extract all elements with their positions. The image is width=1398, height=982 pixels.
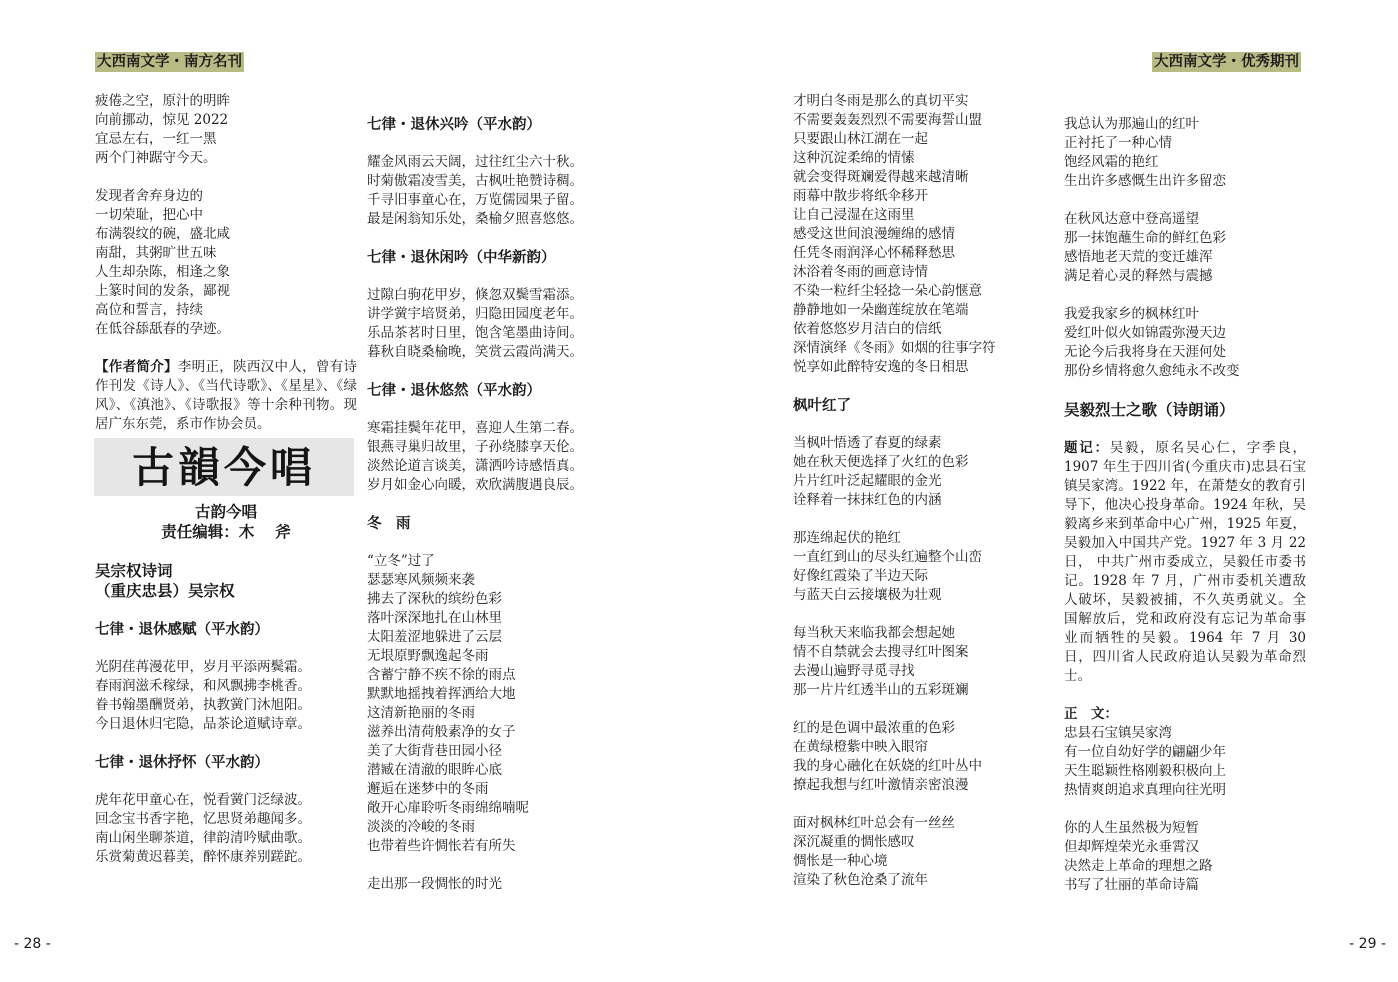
calligraphy-banner: 古韻今唱 <box>94 438 354 496</box>
poem-line: 南甜，其粥旷世五味 <box>95 245 217 261</box>
poem-line: 依着悠悠岁月洁白的信纸 <box>793 321 942 337</box>
poem-line: 有一位自幼好学的翩翩少年 <box>1064 744 1226 760</box>
poem-a <box>95 92 357 168</box>
poem-stanza <box>793 434 1023 510</box>
poem-line: 每当秋天来临我都会想起她 <box>793 625 955 641</box>
poem-line: 才明白冬雨是那么的真切平实 <box>793 93 969 109</box>
poem-line: 深沉凝重的惆怅感叹 <box>793 834 915 850</box>
author-title: 吴宗权诗词 <box>95 561 173 580</box>
poem-line: 回念宝书香字艳，忆思贤弟趣闻多。 <box>95 811 311 827</box>
poem-line: 过隙白驹花甲岁，倏忽双鬓雪霜添。 <box>367 287 583 303</box>
epigraph <box>1064 439 1306 686</box>
poem-line: 无论今后我将身在天涯何处 <box>1064 344 1226 360</box>
page-number-right: - 29 - <box>1349 936 1386 952</box>
poem-stanza <box>793 529 1023 605</box>
poem-line: 光阴荏苒漫花甲，岁月平添两鬓霜。 <box>95 659 311 675</box>
poem-line: 那连绵起伏的艳红 <box>793 530 901 546</box>
poem-line: 宜忌左右，一红一黑 <box>95 131 217 147</box>
poem-line: 千寻旧事童心在，万览儒园果子留。 <box>367 192 583 208</box>
poem-line: 但却辉煌荣光永垂霄汉 <box>1064 839 1199 855</box>
poem-line: 讲学黉宇培贤弟，归隐田园度老年。 <box>367 306 583 322</box>
poem-line: 岁月如金心向暖，欢欣满腹遇良辰。 <box>367 477 583 493</box>
epigraph-label: 题记： <box>1064 440 1110 456</box>
poem-line: 在黄绿橙紫中映入眼帘 <box>793 739 928 755</box>
poem-title: 冬 雨 <box>367 515 411 532</box>
poem-line: 正衬托了一种心情 <box>1064 135 1172 151</box>
poem-line: “立冬”过了 <box>367 553 435 569</box>
poem-line: 忠县石宝镇吴家湾 <box>1064 725 1172 741</box>
poem-line: 疲倦之空，原汁的明眸 <box>95 93 230 109</box>
poem-stanza <box>1064 210 1306 286</box>
poem-line: 这种沉淀柔绵的情愫 <box>793 150 915 166</box>
poem-line: 雨幕中散步将纸伞移开 <box>793 188 928 204</box>
poem-line: 滋养出清荷般素净的女子 <box>367 724 516 740</box>
poem-line: 耀金风雨云天阔，过往红尘六十秋。 <box>367 154 583 170</box>
poem-line: 诠释着一抹抹红色的内涵 <box>793 492 942 508</box>
poem-line: 无垠原野飘逸起冬雨 <box>367 648 489 664</box>
poem-line: 她在秋天便选择了火红的色彩 <box>793 454 969 470</box>
poem-line: 不染一粒纤尘轻捻一朵心韵惬意 <box>793 283 982 299</box>
column-2 <box>367 115 597 894</box>
author-line: （重庆忠县）吴宗权 <box>95 581 235 600</box>
poem-line: 我总认为那遍山的红叶 <box>1064 116 1199 132</box>
poem-line: 含蓄宁静不疾不徐的雨点 <box>367 667 516 683</box>
poem-line: 任凭冬雨润泽心怀稀释愁思 <box>793 245 955 261</box>
poem-line: 人生却杂陈，相逢之象 <box>95 264 230 280</box>
poem-line: 眷书翰墨酬贤弟，执教黉门沐旭阳。 <box>95 697 311 713</box>
poem-line: 南山闲坐聊茶道，律韵清吟赋曲歌。 <box>95 830 311 846</box>
section-title: 古韵今唱 <box>194 502 257 521</box>
poem-line: 沐浴着冬雨的画意诗情 <box>793 264 928 280</box>
poem-line: 饱经风霜的艳红 <box>1064 154 1159 170</box>
poem-body <box>793 92 1023 377</box>
poem-line: 感受这世间浪漫缠绵的感情 <box>793 226 955 242</box>
poem-body <box>95 791 357 867</box>
epigraph-text: 吴毅，原名吴心仁，字季良，1907 年生于四川省(今重庆市)忠县石宝镇吴家湾。1922 年，在萧楚女的教育引导下，他决心投身革命。1924 年秋，吴毅离乡来到革命中心广州，1925 年夏，吴毅加入中国共产党。1927 年 3 月 22 日， 中共广州市委成立，吴毅任市委书记。1928 年 7 月，广州市委机关遭敌人破坏，吴毅被捕，不久英勇就义。全国解放后，党和政府没有忘记为革命事业而牺牲的吴毅。1964 年 7 月 30 日，四川省人民政府追认吴毅为革命烈士。 <box>1064 440 1307 684</box>
poem-line: 在低谷舔舐春的孕迹。 <box>95 321 230 337</box>
poem-title: 七律・退休感赋（平水韵） <box>95 621 269 638</box>
page-header-left: 大西南文学・南方名刊 <box>97 54 242 70</box>
poem-line: 静静地如一朵幽莲绽放在笔端 <box>793 302 969 318</box>
poem-line: 银燕寻巢归故里，子孙绕膝享天伦。 <box>367 439 583 455</box>
poem-line: 布满裂纹的碗，盛北咸 <box>95 226 230 242</box>
poem-stanza <box>1064 724 1306 800</box>
poem-line: 发现者舍弃身边的 <box>95 188 203 204</box>
poem-title: 七律・退休闲吟（中华新韵） <box>367 249 556 266</box>
poem-line: 春雨润滋禾稼绿，和风飘拂李桃香。 <box>95 678 311 694</box>
poem-line: 邂逅在迷梦中的冬雨 <box>367 781 489 797</box>
poem-line: 书写了壮丽的革命诗篇 <box>1064 877 1199 893</box>
column-4 <box>1064 115 1306 895</box>
poem-body <box>367 153 597 229</box>
poem-line: 高位和誓言，持续 <box>95 302 203 318</box>
poem-title: 吴毅烈士之歌（诗朗诵） <box>1064 400 1235 419</box>
poem-stanza <box>1064 819 1306 895</box>
poem-title: 七律・退休抒怀（平水韵） <box>95 754 269 771</box>
poem-line: 爱红叶似火如锦霞弥漫天边 <box>1064 325 1226 341</box>
poem-line: 在秋风达意中登高遥望 <box>1064 211 1199 227</box>
poem-line: 只要跟山林江湖在一起 <box>793 131 928 147</box>
poem-line: 寒霜挂鬓年花甲，喜迎人生第二春。 <box>367 420 583 436</box>
poem-line: 走出那一段惆怅的时光 <box>367 876 502 892</box>
poem-line: 上篆时间的发条，鄙视 <box>95 283 230 299</box>
poem-line: 拂去了深秋的缤纷色彩 <box>367 591 502 607</box>
poem-title: 七律・退休兴吟（平水韵） <box>367 116 541 133</box>
column-1 <box>95 92 357 867</box>
poem-line: 敞开心扉聆听冬雨绵绵喃呢 <box>367 800 529 816</box>
poem-line: 暮秋自晓桑榆晚，笑赏云霞尚满天。 <box>367 344 583 360</box>
poem-line: 那份乡情将愈久愈纯永不改变 <box>1064 363 1240 379</box>
poem-line: 撩起我想与红叶激情亲密浪漫 <box>793 777 969 793</box>
poem-line: 好像红霞染了半边天际 <box>793 568 928 584</box>
poem-line: 那一抹饱蘸生命的鲜红色彩 <box>1064 230 1226 246</box>
poem-line: 虎年花甲童心在，悦看黉门泛绿波。 <box>95 792 311 808</box>
poem-stanza <box>793 624 1023 700</box>
poem-line: 满足着心灵的释然与震撼 <box>1064 268 1213 284</box>
poem-line: 去漫山遍野寻觅寻找 <box>793 663 915 679</box>
author-bio <box>95 358 357 434</box>
poem-line: 不需要轰轰烈烈不需要海誓山盟 <box>793 112 982 128</box>
editor-line: 责任编辑：木 斧 <box>161 522 291 541</box>
poem-line: 淡淡的冷峻的冬雨 <box>367 819 475 835</box>
poem-line: 两个门神踞守今天。 <box>95 150 217 166</box>
poem-line: 感悟地老天荒的变迁雄浑 <box>1064 249 1213 265</box>
poem-line: 一切荣耻，把心中 <box>95 207 203 223</box>
page-number-left: - 28 - <box>14 936 51 952</box>
poem-line: 美了大街背巷田园小径 <box>367 743 502 759</box>
poem-title: 七律・退休悠然（平水韵） <box>367 382 541 399</box>
poem-line: 热情爽朗追求真理向往光明 <box>1064 782 1226 798</box>
body-label: 正 文： <box>1064 706 1118 722</box>
column-3 <box>793 92 1023 890</box>
poem-line: 你的人生虽然极为短暂 <box>1064 820 1199 836</box>
poem-line: 太阳羞涩地躲进了云层 <box>367 629 502 645</box>
poem-line: 那一片片红透半山的五彩斑斓 <box>793 682 969 698</box>
poem-line: 淡然论道言谈美，潇洒吟诗感悟真。 <box>367 458 583 474</box>
poem-line: 悦享如此醉特安逸的冬日相思 <box>793 359 969 375</box>
poem-body <box>367 419 597 495</box>
poem-line: 乐赏菊黄迟暮美，醉怀康养别蹉跎。 <box>95 849 311 865</box>
author-bio-label: 【作者简介】 <box>95 359 178 375</box>
poem-line: 默默地摇拽着挥洒给大地 <box>367 686 516 702</box>
poem-line: 当枫叶悟透了春夏的绿素 <box>793 435 942 451</box>
poem-line: 也带着些许惆怅若有所失 <box>367 838 516 854</box>
poem-body <box>95 658 357 734</box>
poem-title: 枫叶红了 <box>793 397 851 414</box>
poem-line: 最是闲翁知乐处，桑榆夕照喜悠悠。 <box>367 211 583 227</box>
poem-line: 与蓝天白云接壤极为壮观 <box>793 587 942 603</box>
poem-line: 潜臧在清澈的眼眸心底 <box>367 762 502 778</box>
poem-body <box>367 286 597 362</box>
poem-line: 就会变得斑斓爱得越来越清晰 <box>793 169 969 185</box>
poem-line: 惆怅是一种心境 <box>793 853 888 869</box>
poem-line: 我爱我家乡的枫林红叶 <box>1064 306 1199 322</box>
poem-line: 我的身心融化在妖娆的红叶丛中 <box>793 758 982 774</box>
page-header-right: 大西南文学・优秀期刊 <box>1154 54 1299 70</box>
poem-line: 情不自禁就会去搜寻红叶图案 <box>793 644 969 660</box>
poem-line: 面对枫林红叶总会有一丝丝 <box>793 815 955 831</box>
poem-stanza <box>1064 305 1306 381</box>
poem-line: 红的是色调中最浓重的色彩 <box>793 720 955 736</box>
author-bio-text: 李明正，陕西汉中人，曾有诗作刊发《诗人》、《当代诗歌》、《星星》、《绿风》、《滇池》、《诗歌报》等十余种刊物。现居广东东莞，系市作协会员。 <box>95 359 358 432</box>
poem-line: 向前挪动，惊见 2022 <box>95 112 229 128</box>
poem-line: 这清新艳丽的冬雨 <box>367 705 475 721</box>
poem-line: 决然走上革命的理想之路 <box>1064 858 1213 874</box>
poem-line: 瑟瑟寒风频频来袭 <box>367 572 475 588</box>
poem-line: 落叶深深地扎在山林里 <box>367 610 502 626</box>
poem-stanza <box>793 814 1023 890</box>
poem-line: 渲染了秋色沧桑了流年 <box>793 872 928 888</box>
poem-line: 时菊傲霜凌雪美，古枫吐艳赞诗稠。 <box>367 173 583 189</box>
poem-line: 让自己浸湿在这雨里 <box>793 207 915 223</box>
poem-line: 天生聪颖性格刚毅积极向上 <box>1064 763 1226 779</box>
poem-body <box>367 552 597 856</box>
poem-line: 生出许多感慨生出许多留恋 <box>1064 173 1226 189</box>
poem-line: 今日退休归宅隐，品茶论道赋诗章。 <box>95 716 311 732</box>
poem-b <box>95 187 357 339</box>
poem-line: 一直红到山的尽头红遍整个山峦 <box>793 549 982 565</box>
poem-stanza <box>1064 115 1306 191</box>
poem-line: 深情演绎《冬雨》如烟的往事字符 <box>793 340 996 356</box>
poem-line: 片片红叶泛起耀眼的金光 <box>793 473 942 489</box>
poem-stanza <box>793 719 1023 795</box>
poem-line: 乐品茶茗时日里，饱含笔墨曲诗间。 <box>367 325 583 341</box>
